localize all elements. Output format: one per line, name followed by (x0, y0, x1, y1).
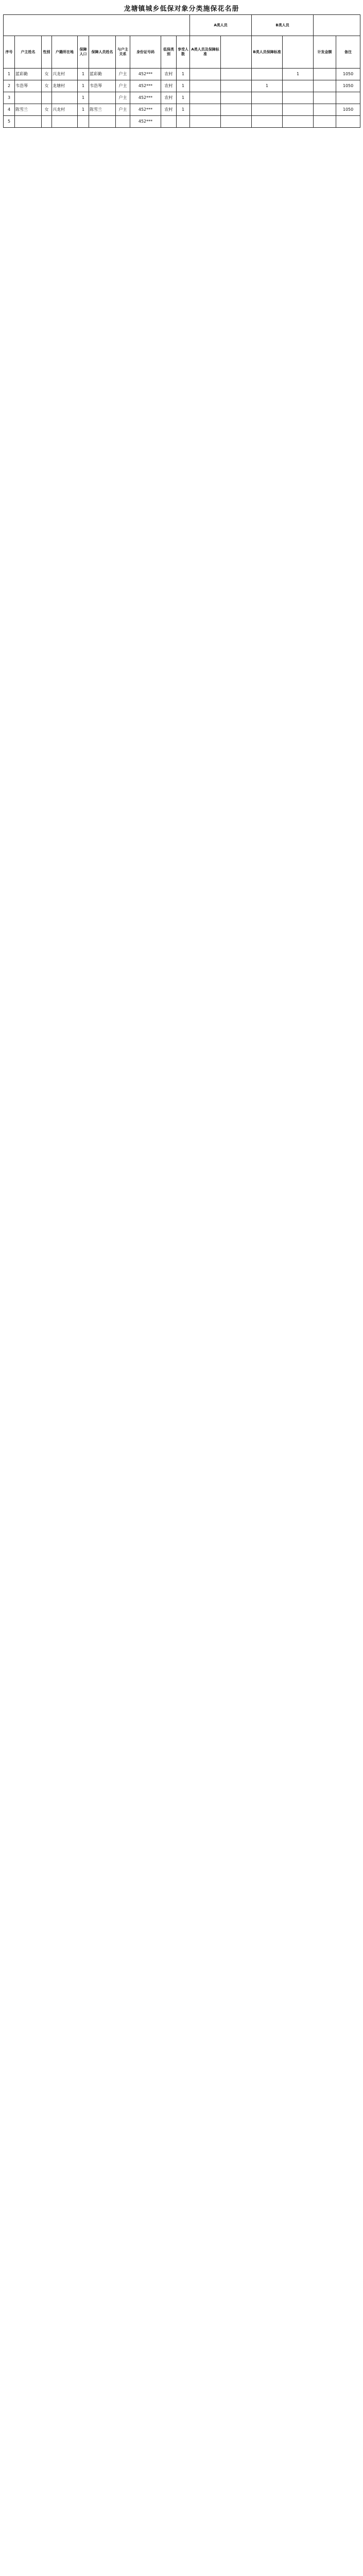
table-cell: 452*** (130, 104, 161, 116)
column-header: 户主姓名 (15, 36, 42, 69)
table-cell: 龙塘村 (52, 80, 78, 92)
table-cell: 蓝彩勤 (89, 69, 116, 80)
table-cell (42, 92, 52, 104)
table-cell: 户主 (116, 104, 130, 116)
table-cell (52, 116, 78, 128)
page-title: 龙塘镇城乡低保对象分类施保花名册 (124, 5, 239, 13)
table-cell (314, 116, 336, 128)
table-cell: 1 (177, 92, 190, 104)
table-cell (221, 104, 252, 116)
table-cell: 1050 (336, 69, 360, 80)
table-cell (42, 116, 52, 128)
column-header: B类人员保障标准 (252, 36, 283, 69)
table-cell: 兴龙村 (52, 104, 78, 116)
table-cell (252, 69, 283, 80)
table-cell (221, 92, 252, 104)
column-header: 保障人口 (78, 36, 89, 69)
table-cell (190, 104, 221, 116)
table-cell: 蓝彩勤 (15, 69, 42, 80)
header-blank-right (314, 15, 360, 36)
column-header (283, 36, 314, 69)
column-header: 户籍所在地 (52, 36, 78, 69)
column-header: 计发金额 (314, 36, 336, 69)
table-cell: 3 (4, 92, 15, 104)
table-cell: 452*** (130, 116, 161, 128)
table-cell (283, 92, 314, 104)
table-cell: 1 (177, 69, 190, 80)
column-header: 性别 (42, 36, 52, 69)
table-cell (221, 116, 252, 128)
table-cell (314, 80, 336, 92)
table-cell: 1050 (336, 104, 360, 116)
table-cell (89, 116, 116, 128)
table-cell (52, 92, 78, 104)
table-cell: 452*** (130, 92, 161, 104)
table-cell: 农村 (161, 104, 177, 116)
table-row (4, 116, 360, 128)
table-cell: 陈雪兰 (15, 104, 42, 116)
table-cell (252, 116, 283, 128)
table-cell: 农村 (161, 92, 177, 104)
table-cell (252, 104, 283, 116)
table-cell: 女 (42, 104, 52, 116)
table-cell (314, 69, 336, 80)
table-cell (116, 116, 130, 128)
roster-table (3, 14, 360, 128)
table-cell: 4 (4, 104, 15, 116)
table-cell (89, 92, 116, 104)
column-header: 序号 (4, 36, 15, 69)
column-header: 备注 (336, 36, 360, 69)
table-cell (336, 116, 360, 128)
table-cell: 1 (78, 104, 89, 116)
table-cell: 韦浩琴 (89, 80, 116, 92)
table-cell: 1 (78, 69, 89, 80)
table-cell (161, 116, 177, 128)
table-cell (221, 69, 252, 80)
table-cell (15, 116, 42, 128)
table-cell: 452*** (130, 69, 161, 80)
table-cell: 女 (42, 69, 52, 80)
table-cell (283, 80, 314, 92)
table-cell: 1050 (336, 80, 360, 92)
table-cell (190, 80, 221, 92)
table-cell (221, 80, 252, 92)
table-cell: 户主 (116, 92, 130, 104)
table-cell: 452*** (130, 80, 161, 92)
table-cell: 1 (283, 69, 314, 80)
table-cell: 户主 (116, 80, 130, 92)
table-row (4, 104, 360, 116)
table-row (4, 80, 360, 92)
column-header: 保障人员姓名 (89, 36, 116, 69)
column-header: 与户主关系 (116, 36, 130, 69)
table-cell: 陈雪兰 (89, 104, 116, 116)
table-cell (190, 92, 221, 104)
table-cell: 1 (4, 69, 15, 80)
table-cell (314, 92, 336, 104)
column-header: 低保类别 (161, 36, 177, 69)
table-cell (177, 116, 190, 128)
table-cell: 1 (78, 80, 89, 92)
header-group-a: A类人员 (190, 15, 252, 36)
table-cell (283, 104, 314, 116)
column-header: 身份证号码 (130, 36, 161, 69)
column-header: 享受人数 (177, 36, 190, 69)
table-cell: 2 (4, 80, 15, 92)
table-cell: 1 (252, 80, 283, 92)
table-body (4, 69, 360, 128)
table-cell (283, 116, 314, 128)
table-cell (252, 92, 283, 104)
column-header (221, 36, 252, 69)
header-blank (4, 15, 190, 36)
table-cell: 农村 (161, 80, 177, 92)
table-cell (15, 92, 42, 104)
table-cell: 1 (177, 104, 190, 116)
table-row (4, 69, 360, 80)
table-cell (190, 69, 221, 80)
table-cell: 5 (4, 116, 15, 128)
table-cell: 兴龙村 (52, 69, 78, 80)
table-cell (190, 116, 221, 128)
table-cell (336, 92, 360, 104)
table-cell: 1 (78, 92, 89, 104)
table-cell: 1 (177, 80, 190, 92)
header-row-groups (4, 15, 360, 36)
column-header: A类人员及保障标准 (190, 36, 221, 69)
header-row-columns (4, 36, 360, 69)
table-cell (314, 104, 336, 116)
table-cell: 户主 (116, 69, 130, 80)
table-cell: 女 (42, 80, 52, 92)
header-group-b: B类人员 (252, 15, 314, 36)
table-cell: 韦浩琴 (15, 80, 42, 92)
table-cell: 农村 (161, 69, 177, 80)
table-cell (78, 116, 89, 128)
table-row (4, 92, 360, 104)
